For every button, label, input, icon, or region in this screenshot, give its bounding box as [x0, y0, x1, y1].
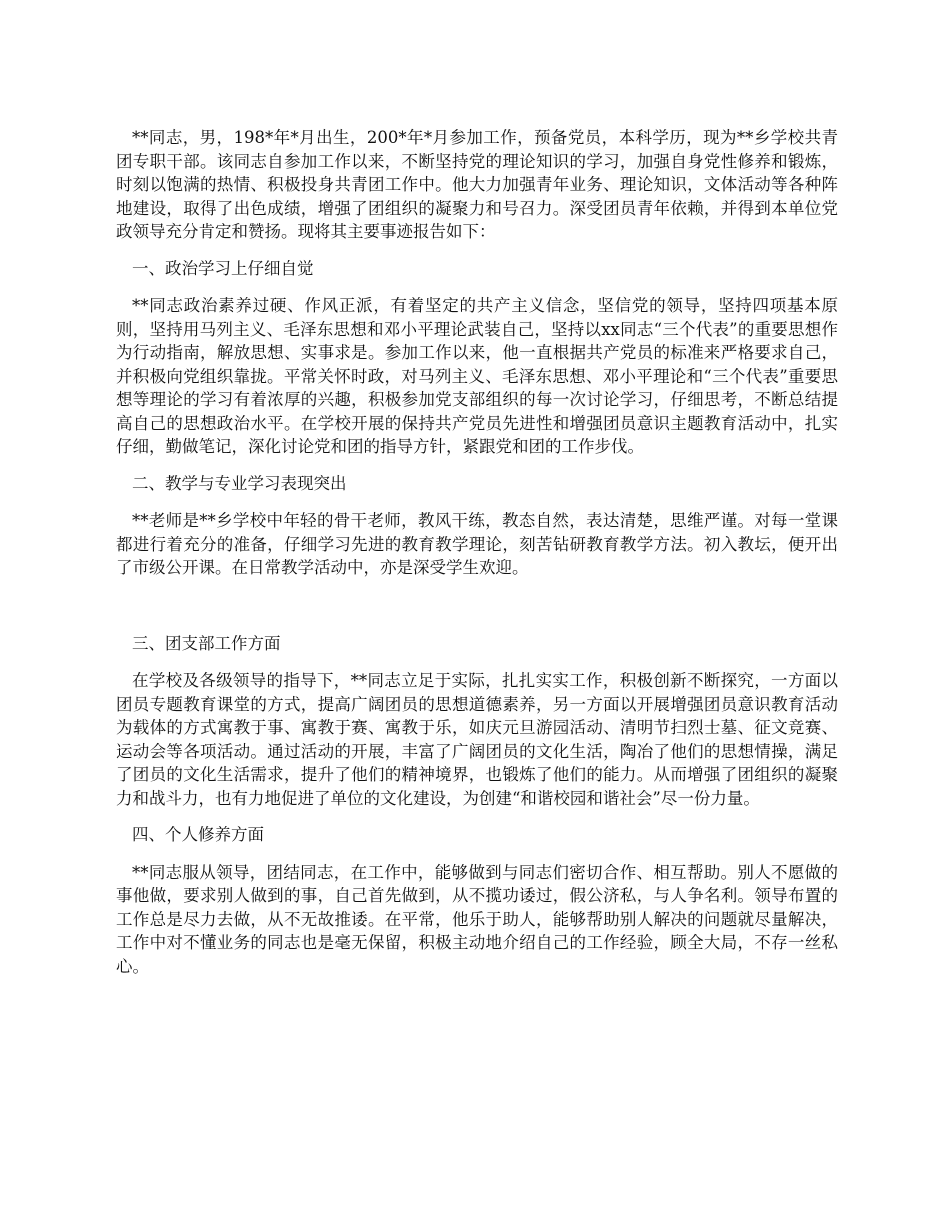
section-heading-2: 二、教学与专业学习表现突出: [132, 473, 347, 493]
spacer: [116, 655, 838, 669]
spacer: [116, 280, 838, 294]
section-heading-3: 三、团支部工作方面: [132, 633, 281, 653]
document-page: [116, 126, 838, 978]
spacer: [116, 459, 838, 472]
section-body-2: **老师是**乡学校中年轻的骨干老师，教风干练，教态自然，表达清楚，思维严谨。对每一堂课都进行着充分的准备，仔细学习先进的教育教学理论，刻苦钻研教育教学方法。初入教坛，便开出了市级公开课。在日常教学活动中，亦是深受学生欢迎。: [116, 511, 838, 577]
section-heading-4: 四、个人修养方面: [132, 825, 264, 844]
section-heading-1: 一、政治学习上仔细自觉: [132, 258, 314, 278]
section-body-3: 在学校及各级领导的指导下，**同志立足于实际，扎扎实实工作，积极创新不断探究，一方面以团员专题教育课堂的方式，提高广阔团员的思想道德素养，另一方面以开展增强团员意识教育活动为载体的方式寓教于事、寓教于赛、寓教于乐，如庆元旦游园活动、清明节扫烈士墓、征文竞赛、运动会等各项活动。通过活动的开展，丰富了广阔团员的文化生活，陶冶了他们的思想情操，满足了团员的文化生活需求，提升了他们的精神境界，也锻炼了他们的能力。从而增强了团组织的凝聚力和战斗力，也有力地促进了单位的文化建设，为创建“和谐校园和谐社会”尽一份力量。: [116, 671, 838, 808]
spacer: [116, 847, 838, 861]
spacer: [116, 580, 838, 632]
section-body-1: **同志政治素养过硬、作风正派，有着坚定的共产主义信念，坚信党的领导，坚持四项基本原则，坚持用马列主义、毛泽东思想和邓小平理论武装自己，坚持以xx同志“三个代表”的重要思想作为行动指南，解放思想、实事求是。参加工作以来，他一直根据共产党员的标准来严格要求自己，并积极向党组织靠拢。平常关怀时政，对马列主义、毛泽东思想、邓小平理论和“三个代表”重要思想等理论的学习有着浓厚的兴趣，积极参加党支部组织的每一次讨论学习，仔细思考，不断总结提高自己的思想政治水平。在学校开展的保持共产党员先进性和增强团员意识主题教育活动中，扎实仔细，勤做笔记，深化讨论党和团的指导方针，紧跟党和团的工作步伐。: [116, 296, 838, 456]
spacer: [116, 244, 838, 257]
intro-paragraph: **同志，男，198*年*月出生，200*年*月参加工作，预备党员，本科学历，现为**乡学校共青团专职干部。该同志自参加工作以来，不断坚持党的理论知识的学习，加强自身党性修养和锻炼，时刻以饱满的热情、积极投身共青团工作中。他大力加强青年业务、理论知识，文体活动等各种阵地建设，取得了出色成绩，增强了团组织的凝聚力和号召力。深受团员青年依赖，并得到本单位党政领导充分肯定和赞扬。现将其主要事迹报告如下：: [116, 128, 838, 241]
spacer: [116, 495, 838, 509]
section-body-4: **同志服从领导，团结同志，在工作中，能够做到与同志们密切合作、相互帮助。别人不愿做的事他做，要求别人做到的事，自己首先做到，从不揽功诿过，假公济私，与人争名利。领导布置的工作总是尽力去做，从不无故推诿。在平常，他乐于助人，能够帮助别人解决的问题就尽量解决，工作中对不懂业务的同志也是毫无保留，积极主动地介绍自己的工作经验，顾全大局，不存一丝私心。: [116, 862, 838, 976]
spacer: [116, 810, 838, 823]
